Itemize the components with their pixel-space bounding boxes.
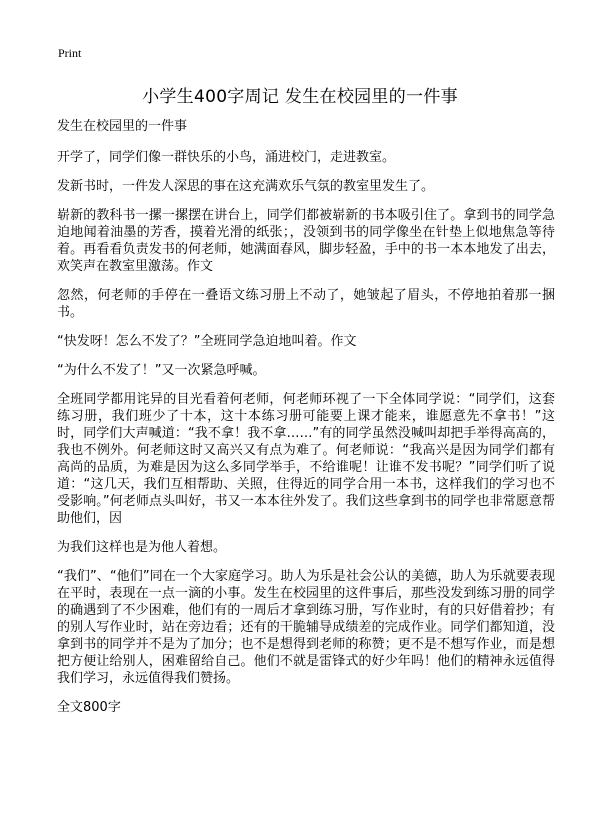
article-subtitle: 发生在校园里的一件事: [57, 119, 188, 134]
page-title: 小学生400字周记 发生在校园里的一件事: [142, 87, 458, 107]
paragraph: 开学了，同学们像一群快乐的小鸟，涌进校门，走进教室。: [57, 150, 396, 165]
paragraph: “我们”、“他们”同在一个大家庭学习。助人为乐是社会公认的美德，助人为乐就要表现在平时，表现在一点一滴的小事。发生在校园里的这件事后，那些没发到练习册的同学的确遇到了不少困难，他们有的一周后才拿到练习册，写作业时，有的只好借着抄；有的别人写作业时，站在旁边看；还有的干脆辅导成绩差的完成作业。同学们都知道，没拿到书的同学并不是为了加分；也不是想得到老师的称赞；更不是不想写作业，而是想把方便让给别人，困难留给自己。他们不就是雷锋式的好少年吗！他们的精神永远值得我们学习，永远值得我们赞扬。: [57, 569, 555, 686]
paragraph: “快发呀！怎么不发了？”全班同学急迫地叫着。作文: [57, 334, 357, 349]
paragraph: 忽然，何老师的手停在一叠语文练习册上不动了，她皱起了眉头，不停地拍着那一捆书。: [57, 288, 555, 320]
paragraph: 发新书时，一件发人深思的事在这充满欢乐气氛的教室里发生了。: [57, 179, 435, 194]
paragraph: 全班同学都用诧异的目光看着何老师，何老师环视了一下全体同学说：“同学们，这套练习册，我们班少了十本，这十本练习册可能要上课才能来，谁愿意先不拿书！”这时，同学们大声喊道：“我不拿！我不拿……”有的同学虽然没喊叫却把手举得高高的，我也不例外。何老师这时又高兴又有点为难了。何老师说：“我高兴是因为同学们都有高尚的品质，为难是因为这么多同学举手，不给谁呢！让谁不发书呢？”同学们听了说道：“这几天，我们互相帮助、关照，住得近的同学合用一本书，这样我们的学习也不受影响。”何老师点头叫好，书又一本本往外发了。我们这些拿到书的同学也非常愿意帮助他们，因: [57, 392, 555, 526]
word-count-note: 全文800字: [57, 700, 121, 715]
paragraph: “为什么不发了！”又一次紧急呼喊。: [57, 363, 266, 378]
paragraph: 崭新的教科书一摞一摞摆在讲台上，同学们都被崭新的书本吸引住了。拿到书的同学急迫地闻着油墨的芳香，摸着光滑的纸张；，没领到书的同学像坐在针垫上似地焦急等待着。再看看负责发书的何老师，她满面春风，脚步轻盈，手中的书一本本地发了出去，欢笑声在教室里激荡。作文: [57, 208, 555, 274]
article-body: [57, 118, 555, 716]
print-link[interactable]: Print: [58, 46, 82, 60]
paragraph: 为我们这样也是为他人着想。: [57, 540, 227, 555]
